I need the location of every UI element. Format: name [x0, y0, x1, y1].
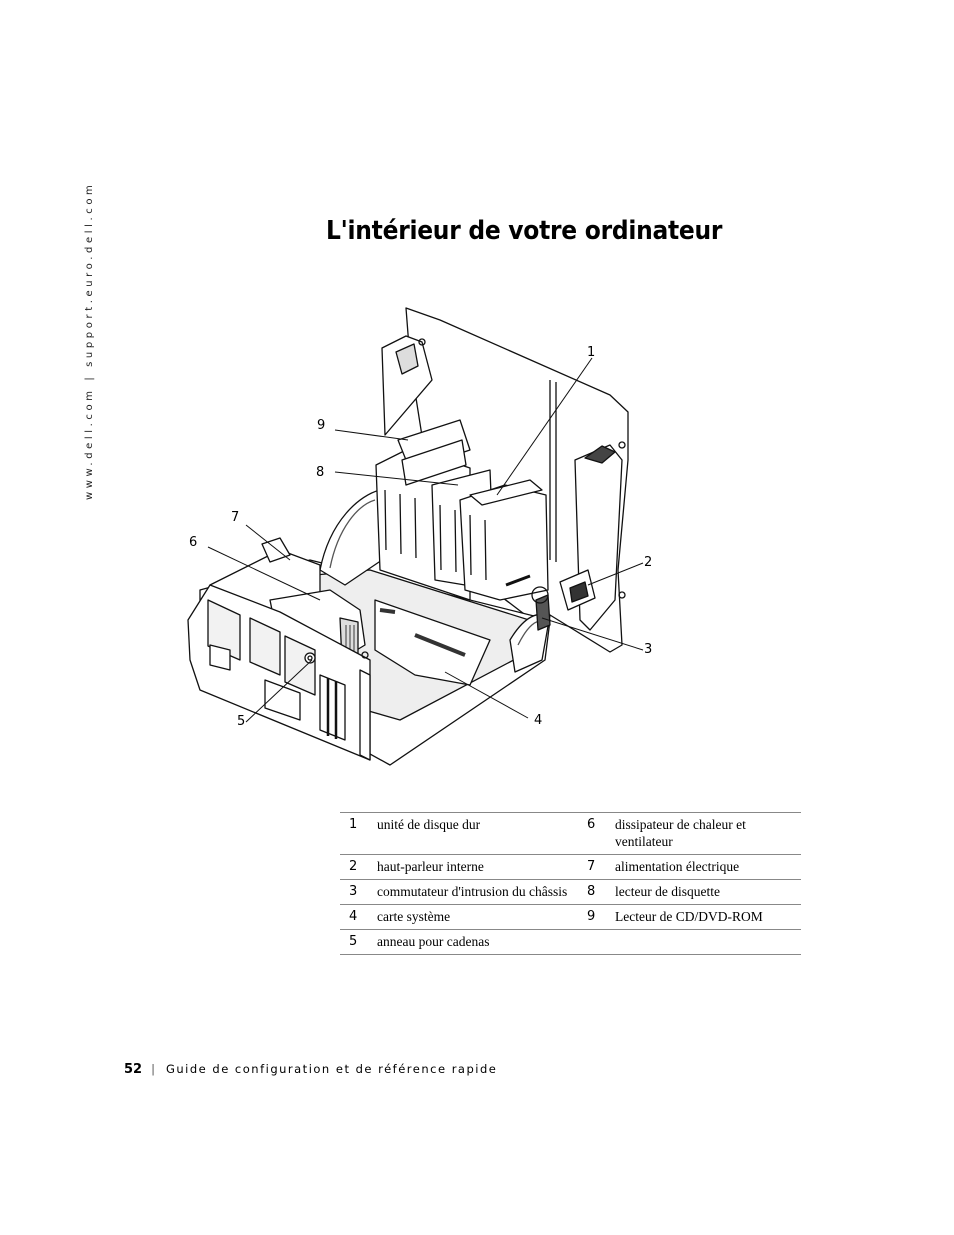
legend-label: commutateur d'intrusion du châssis [377, 880, 581, 905]
legend-label: Lecteur de CD/DVD-ROM [615, 905, 801, 930]
legend-label: carte système [377, 905, 581, 930]
legend-label: alimentation électrique [615, 855, 801, 880]
component-legend-table [340, 812, 801, 955]
legend-number: 6 [581, 813, 615, 855]
legend-number: 1 [340, 813, 377, 855]
legend-number: 8 [581, 880, 615, 905]
callout-9: 9 [317, 418, 326, 433]
legend-label: anneau pour cadenas [377, 930, 581, 955]
legend-label: dissipateur de chaleur et ventilateur [615, 813, 801, 855]
callout-6: 6 [189, 535, 198, 550]
page-title: L'intérieur de votre ordinateur [326, 216, 723, 246]
table-row [340, 930, 801, 955]
legend-number [581, 930, 615, 955]
callout-7: 7 [231, 510, 240, 525]
footer-text: Guide de configuration et de référence rapide [165, 1062, 498, 1076]
legend-number: 2 [340, 855, 377, 880]
callout-1: 1 [587, 345, 596, 360]
table-row [340, 855, 801, 880]
footer-separator: | [151, 1062, 155, 1076]
callout-3: 3 [644, 642, 653, 657]
table-row [340, 905, 801, 930]
legend-number: 5 [340, 930, 377, 955]
callout-5: 5 [237, 714, 246, 729]
page-number: 52 [124, 1062, 143, 1077]
page-footer [124, 1062, 497, 1077]
legend-number: 7 [581, 855, 615, 880]
legend-label [615, 930, 801, 955]
callout-4: 4 [534, 713, 543, 728]
computer-interior-diagram [170, 300, 670, 780]
legend-number: 3 [340, 880, 377, 905]
table-row [340, 813, 801, 855]
legend-number: 9 [581, 905, 615, 930]
callout-8: 8 [316, 465, 325, 480]
callout-2: 2 [644, 555, 653, 570]
legend-label: unité de disque dur [377, 813, 581, 855]
side-url: www.dell.com | support.euro.dell.com [84, 181, 95, 500]
table-row [340, 880, 801, 905]
legend-label: haut-parleur interne [377, 855, 581, 880]
legend-label: lecteur de disquette [615, 880, 801, 905]
legend-number: 4 [340, 905, 377, 930]
